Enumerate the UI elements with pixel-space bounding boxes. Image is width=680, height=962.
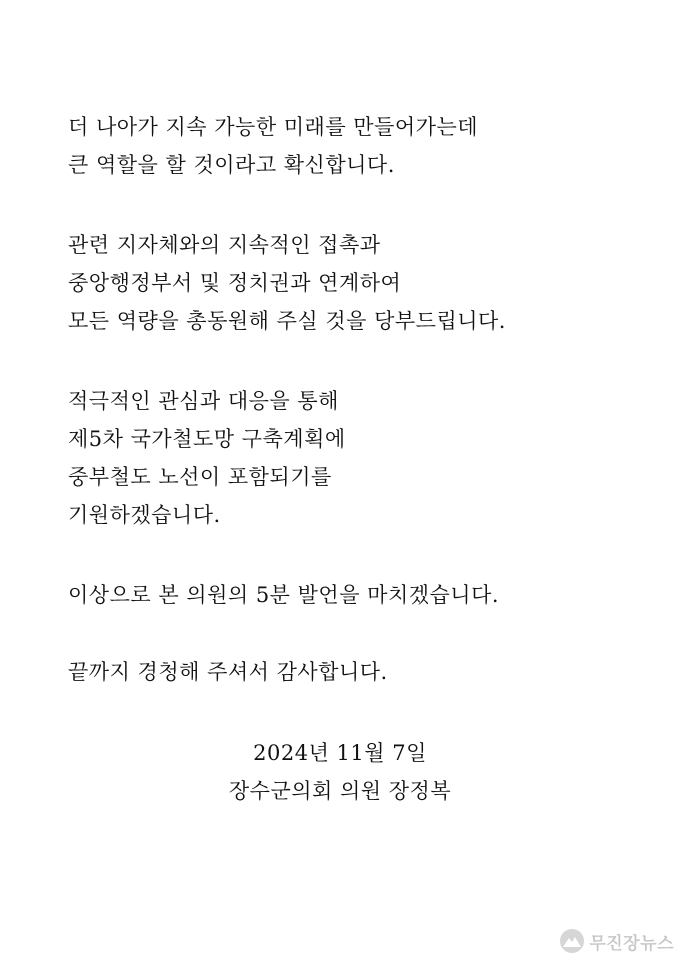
paragraph4-line1: 이상으로 본 의원의 5분 발언을 마치겠습니다. (68, 583, 500, 607)
paragraph5-line1: 끝까지 경청해 주셔서 감사합니다. (68, 660, 388, 684)
paragraph1-line2: 큰 역할을 할 것이라고 확신합니다. (68, 153, 395, 177)
paragraph3-line1: 적극적인 관심과 대응을 통해 (68, 389, 339, 413)
document-signature: 장수군의회 의원 장정복 (228, 779, 452, 803)
paragraph3-line2: 제5차 국가철도망 구축계획에 (68, 427, 346, 451)
mountain-logo-icon (559, 928, 585, 954)
paragraph2-line1: 관련 지자체와의 지속적인 접촉과 (68, 233, 381, 257)
paragraph1-line1: 더 나아가 지속 가능한 미래를 만들어가는데 (68, 115, 479, 139)
paragraph2-line2: 중앙행정부서 및 정치권과 연계하여 (68, 271, 402, 295)
watermark-text: 무진장뉴스 (589, 933, 674, 954)
paragraph2-line3: 모든 역량을 총동원해 주실 것을 당부드립니다. (68, 309, 506, 333)
document-date: 2024년 11월 7일 (253, 741, 427, 765)
paragraph3-line4: 기원하겠습니다. (68, 503, 221, 527)
paragraph3-line3: 중부철도 노선이 포함되기를 (68, 465, 332, 489)
watermark (559, 928, 674, 954)
